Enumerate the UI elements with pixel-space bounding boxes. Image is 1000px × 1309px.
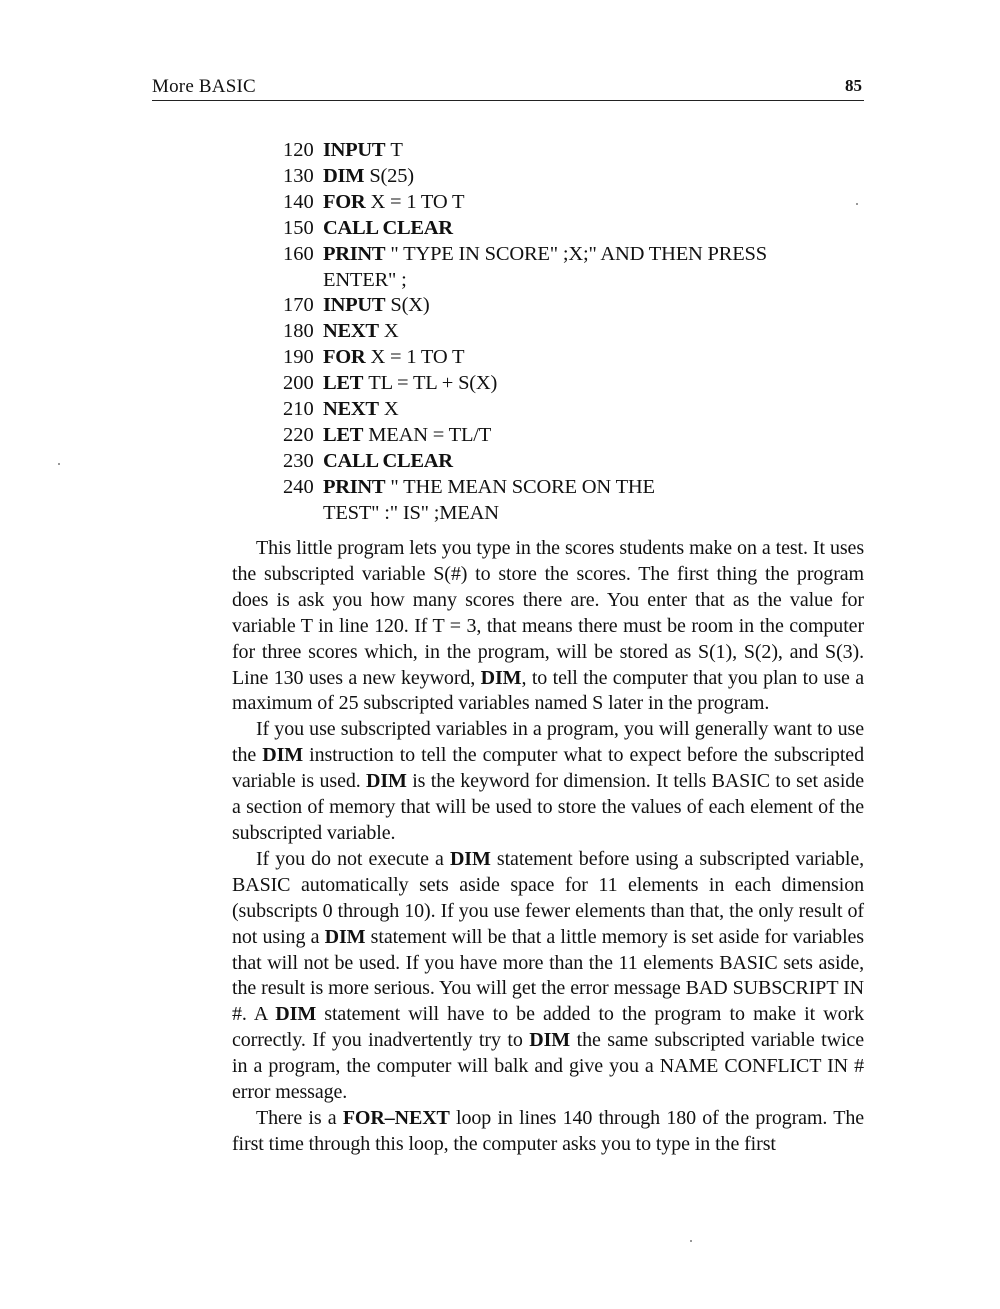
keyword-emphasis: DIM	[324, 925, 366, 948]
basic-keyword: PRINT	[323, 475, 386, 498]
code-continuation: TEST" :" IS" ;MEAN	[323, 501, 499, 524]
statement-args: S(25)	[369, 164, 414, 187]
scan-speck	[856, 203, 858, 205]
scan-speck	[690, 1240, 692, 1242]
line-number: 210	[283, 398, 314, 421]
keyword-emphasis: DIM	[262, 744, 304, 767]
line-number: 180	[283, 320, 314, 343]
code-continuation: ENTER" ;	[323, 268, 407, 291]
page-number: 85	[845, 76, 862, 95]
keyword-emphasis: DIM	[275, 1003, 317, 1026]
statement-args: X = 1 TO T	[370, 190, 465, 213]
statement-args: " THE MEAN SCORE ON THE	[390, 475, 655, 498]
basic-keyword: NEXT	[323, 398, 379, 421]
paragraph: This little program lets you type in the scores students make on a test. It uses the subscripted variable S(#) to store the scores. The first thing the program does is ask you how many scores there are. You enter that as the value for variable T in line 120. If T = 3, that means there must be room in the computer for three scores which, in the program, will be stored as S(1), S(2), and S(3). Line 130 uses a new keyword, DIM, to tell the computer that you plan to use a maximum of 25 subscripted variables named S later in the program.	[232, 537, 865, 715]
basic-keyword: LET	[323, 423, 364, 446]
line-number: 230	[283, 449, 314, 472]
program-listing	[283, 138, 843, 527]
statement-args: S(X)	[390, 294, 430, 317]
line-number: 160	[283, 242, 314, 265]
basic-keyword: NEXT	[323, 320, 379, 343]
basic-keyword: INPUT	[323, 294, 386, 317]
basic-keyword: CALL CLEAR	[323, 216, 453, 239]
basic-keyword: CALL CLEAR	[323, 449, 453, 472]
body-text	[232, 536, 864, 1158]
line-number: 140	[283, 190, 314, 213]
code-line	[283, 371, 843, 397]
basic-keyword: LET	[323, 372, 364, 395]
keyword-emphasis: FOR–NEXT	[342, 1106, 450, 1129]
running-head: More BASIC	[152, 76, 256, 97]
line-number: 200	[283, 372, 314, 395]
code-line	[283, 423, 843, 449]
basic-keyword: PRINT	[323, 242, 386, 265]
basic-keyword: FOR	[323, 190, 366, 213]
line-number: 130	[283, 164, 314, 187]
code-line	[283, 293, 843, 319]
code-line	[283, 319, 843, 345]
code-line	[283, 190, 843, 216]
basic-keyword: DIM	[323, 164, 365, 187]
paragraph: If you use subscripted variables in a program, you will generally want to use the DIM instruction to tell the computer what to expect before the subscripted variable is used. DIM is the keyword for dimension. It tells BASIC to set aside a section of memory that will be used to store the values of each element of the subscripted variable.	[232, 718, 864, 844]
keyword-emphasis: DIM	[449, 847, 491, 870]
statement-args: X = 1 TO T	[370, 346, 465, 369]
statement-args: TL = TL + S(X)	[368, 372, 498, 395]
code-line	[283, 164, 843, 190]
line-number: 240	[283, 475, 314, 498]
line-number: 220	[283, 423, 314, 446]
code-line	[283, 397, 843, 423]
paragraph: There is a FOR–NEXT loop in lines 140 through 180 of the program. The first time through this loop, the computer asks you to type in the first	[232, 1106, 865, 1155]
statement-args: " TYPE IN SCORE" ;X;" AND THEN PRESS	[390, 242, 767, 265]
keyword-emphasis: DIM	[529, 1029, 571, 1052]
keyword-emphasis: DIM	[480, 666, 522, 689]
page-header	[152, 74, 864, 101]
line-number: 170	[283, 294, 314, 317]
statement-args: X	[383, 320, 399, 343]
code-line	[283, 242, 843, 268]
line-number: 120	[283, 139, 314, 161]
line-number: 190	[283, 346, 314, 369]
code-line	[283, 345, 843, 371]
paragraph: If you do not execute a DIM statement before using a subscripted variable, BASIC automatically sets aside space for 11 elements in each dimension (subscripts 0 through 10). If you use fewer elements than that, the only result of not using a DIM statement will be that a little memory is set aside for variables that will not be used. If you have more than the 11 elements BASIC sets aside, the result is more serious. You will get the error message BAD SUBSCRIPT IN #. A DIM statement will have to be added to the program to make it work correctly. If you inadvertently try to DIM the same subscripted variable twice in a program, the computer will balk and give you a NAME CONFLICT IN # error message.	[232, 847, 864, 1104]
statement-args: T	[390, 139, 403, 161]
code-line	[283, 449, 843, 475]
statement-args: X	[383, 398, 399, 421]
code-line	[283, 475, 843, 501]
keyword-emphasis: DIM	[366, 770, 407, 793]
line-number: 150	[283, 216, 314, 239]
scan-speck	[58, 463, 60, 465]
statement-args: MEAN = TL/T	[368, 423, 492, 446]
basic-keyword: FOR	[323, 346, 366, 369]
basic-keyword: INPUT	[323, 139, 386, 161]
code-line	[283, 138, 843, 164]
code-line	[283, 216, 843, 242]
